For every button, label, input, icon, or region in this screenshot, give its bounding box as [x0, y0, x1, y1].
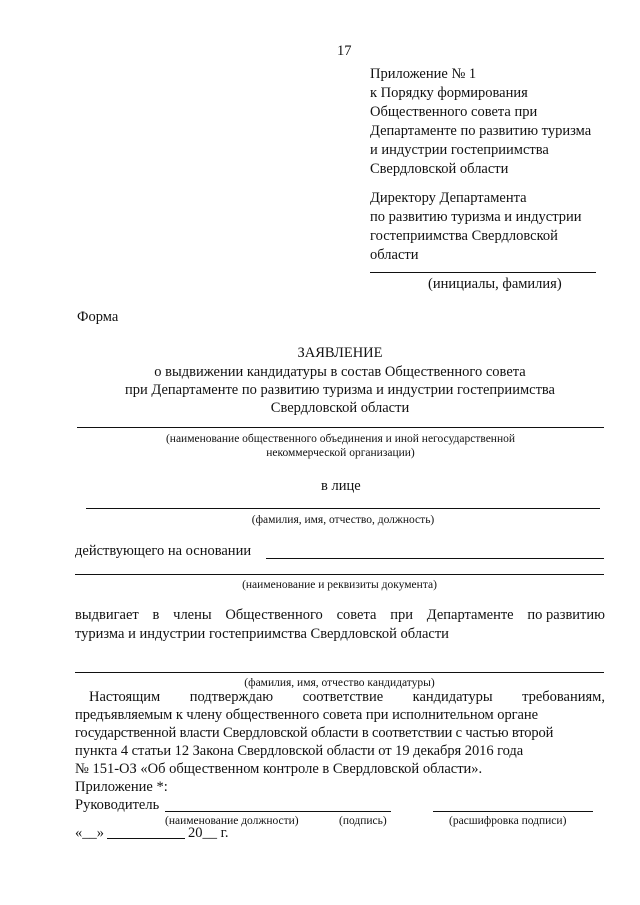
page-number: 17 — [337, 43, 352, 59]
appendix-line: Приложение № 1 — [370, 66, 477, 82]
date-day[interactable]: «__» — [75, 825, 104, 841]
addressee-line: гостеприимства Свердловской — [370, 228, 558, 244]
basis-field[interactable] — [266, 558, 604, 559]
candidate-caption: (фамилия, имя, отчество кандидатуры) — [244, 677, 435, 689]
nominates-word: при — [390, 607, 413, 623]
candidate-field[interactable] — [75, 672, 604, 673]
date-month-field[interactable] — [107, 838, 185, 839]
addressee-line: по развитию туризма и индустрии — [370, 209, 582, 225]
confirmation-word: Настоящим — [89, 689, 161, 705]
confirmation-word: кандидатуры — [412, 689, 493, 705]
addressee-line: Директору Департамента — [370, 190, 527, 206]
addressee-line: области — [370, 247, 419, 263]
appendix-line: Департаменте по развитию туризма — [370, 123, 592, 139]
person-field[interactable] — [86, 508, 600, 509]
title-line: Свердловской области — [270, 400, 410, 416]
nominates-word: по развитию — [527, 607, 605, 623]
organization-caption: (наименование общественного объединения и иной негосударственной — [165, 433, 516, 445]
attachment-label: Приложение *: — [75, 779, 168, 795]
date-year[interactable]: 20__ г. — [188, 825, 229, 841]
confirmation-word: подтверждаю — [189, 689, 274, 705]
nominates-word: выдвигает — [75, 607, 139, 623]
signature-decoding-field[interactable] — [433, 811, 593, 812]
confirmation-word: соответствие — [302, 689, 384, 705]
title-line: при Департаменте по развитию туризма и индустрии гостеприимства — [125, 382, 555, 398]
appendix-line: Свердловской области — [370, 161, 509, 177]
addressee-caption: (инициалы, фамилия) — [428, 276, 562, 292]
addressee-name-field[interactable] — [370, 272, 596, 273]
document-caption: (наименование и реквизиты документа) — [242, 579, 437, 591]
position-caption: (наименование должности) — [165, 815, 299, 827]
organization-caption: некоммерческой организации) — [266, 447, 415, 459]
title-line: о выдвижении кандидатуры в состав Общественного совета — [154, 364, 526, 380]
confirmation-line: предъявляемым к члену общественного совета при исполнительном органе — [75, 707, 539, 723]
person-caption: (фамилия, имя, отчество, должность) — [251, 514, 435, 526]
organization-name-field[interactable] — [77, 427, 604, 428]
nominates-line — [75, 607, 605, 624]
nominates-word: Общественного — [225, 607, 323, 623]
appendix-line: к Порядку формирования — [370, 85, 528, 101]
nominates-word: члены — [173, 607, 212, 623]
title-heading: ЗАЯВЛЕНИЕ — [297, 345, 383, 361]
appendix-line: и индустрии гостеприимства — [370, 142, 549, 158]
confirmation-word: требованиям, — [522, 689, 605, 705]
head-label: Руководитель — [75, 797, 160, 813]
decoding-caption: (расшифровка подписи) — [449, 815, 567, 827]
form-label: Форма — [77, 309, 119, 325]
nominates-word: в — [152, 607, 160, 623]
nominates-word: Департаменте — [426, 607, 514, 623]
basis-label: действующего на основании — [75, 543, 252, 559]
nominates-line: туризма и индустрии гостеприимства Свердловской области — [75, 626, 449, 642]
confirmation-line — [89, 689, 605, 706]
appendix-line: Общественного совета при — [370, 104, 538, 120]
confirmation-line: пункта 4 статьи 12 Закона Свердловской области от 19 декабря 2016 года — [75, 743, 524, 759]
nominates-word: совета — [336, 607, 377, 623]
in-person-label: в лице — [321, 478, 361, 494]
signature-caption: (подпись) — [339, 815, 387, 827]
position-signature-field[interactable] — [165, 811, 391, 812]
basis-field-continuation[interactable] — [75, 574, 604, 575]
confirmation-line: № 151-ОЗ «Об общественном контроле в Свердловской области». — [75, 761, 483, 777]
confirmation-line: государственной власти Свердловской области в соответствии с частью второй — [75, 725, 554, 741]
